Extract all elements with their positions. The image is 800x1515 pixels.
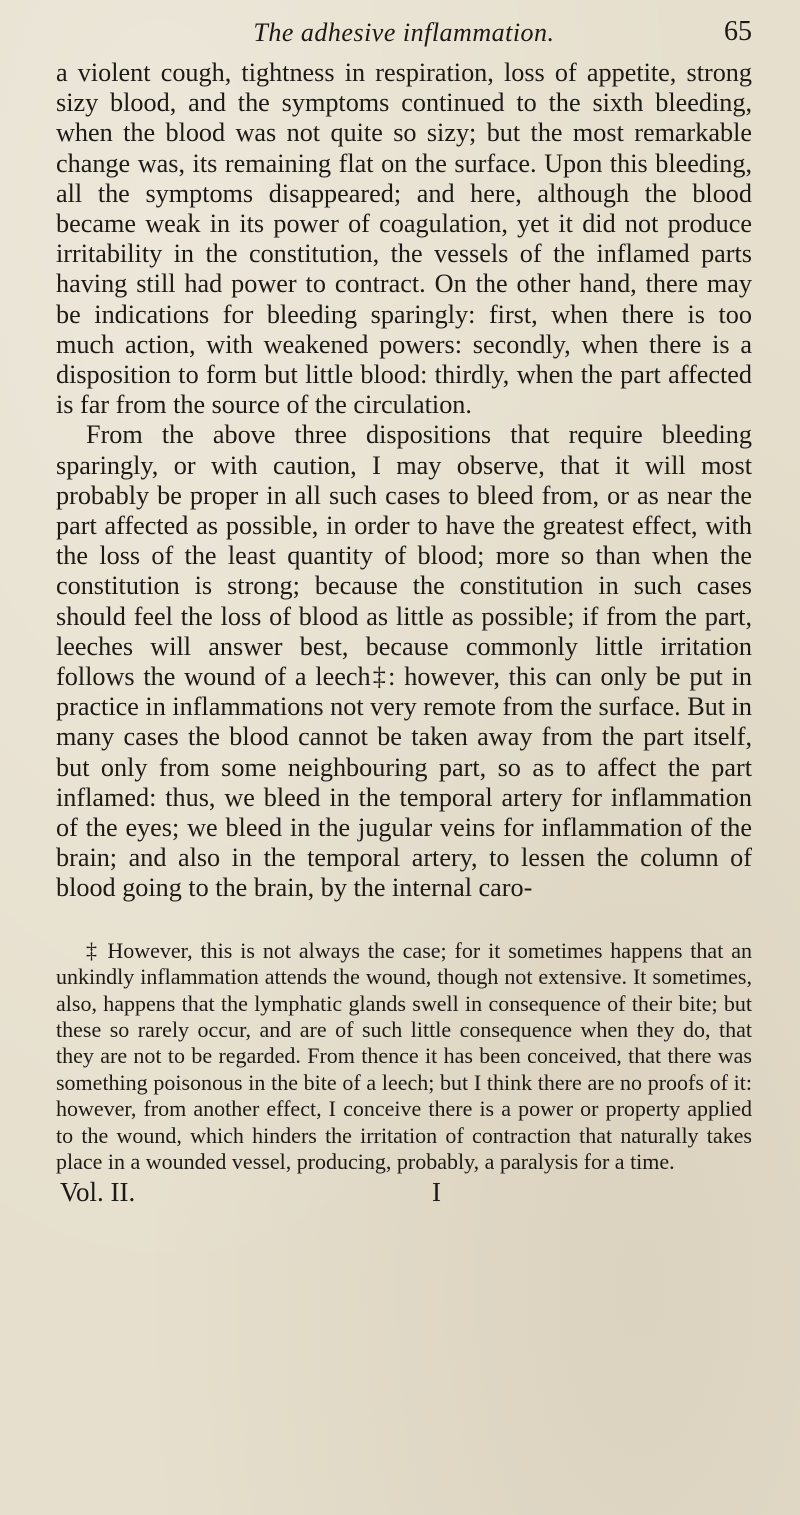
- body-paragraph: a violent cough, tightness in respiration, loss of appetite, strong sizy blood, and the symptoms continued to the sixth bleeding, when the blood was not quite so sizy; but the most remarkable change was, its remaining flat on the surface. Upon this bleeding, all the symptoms disappeared; and here, although the blood became weak in its power of coagulation, yet it did not produce irritability in the constitution, the vessels of the inflamed parts having still had power to contract. On the other hand, there may be indications for bleeding sparingly: first, when there is too much action, with weakened powers: secondly, when there is a disposition to form but little blood: thirdly, when the part affected is far from the source of the circulation.: [56, 58, 752, 420]
- footnote: [56, 938, 752, 1176]
- volume-label: Vol. II.: [60, 1177, 136, 1208]
- running-head: [56, 0, 752, 58]
- body-text: [56, 58, 752, 904]
- page-number: 65: [724, 16, 752, 47]
- signature-mark: I: [432, 1177, 441, 1208]
- footnote-text: ‡ However, this is not always the case; for it sometimes happens that an unkindly inflammation attends the wound, though not extensive. It sometimes, also, happens that the lymphatic glands swell in consequence of their bite; but these so rarely occur, and are of such little consequence when they do, that they are not to be regarded. From thence it has been conceived, that there was something poisonous in the bite of a leech; but I think there are no proofs of it: however, from another effect, I conceive there is a power or property applied to the wound, which hinders the irritation of contraction that naturally takes place in a wounded vessel, producing, probably, a paralysis for a time.: [56, 937, 752, 1174]
- running-title: The adhesive inflammation.: [253, 18, 555, 47]
- body-paragraph: From the above three dispositions that require bleeding sparingly, or with caution, I may observe, that it will most probably be proper in all such cases to bleed from, or as near the part affected as possible, in order to have the greatest effect, with the loss of the least quantity of blood; more so than when the constitution is strong; because the constitution in such cases should feel the loss of blood as little as possible; if from the part, leeches will answer best, because commonly little irritation follows the wound of a leech‡: however, this can only be put in practice in inflammations not very remote from the surface. But in many cases the blood cannot be taken away from the part itself, but only from some neighbouring part, so as to affect the part inflamed: thus, we bleed in the temporal artery for inflammation of the eyes; we bleed in the jugular veins for inflammation of the brain; and also in the temporal artery, to lessen the column of blood going to the brain, by the internal caro-: [56, 420, 752, 903]
- page-footer: [56, 1177, 752, 1211]
